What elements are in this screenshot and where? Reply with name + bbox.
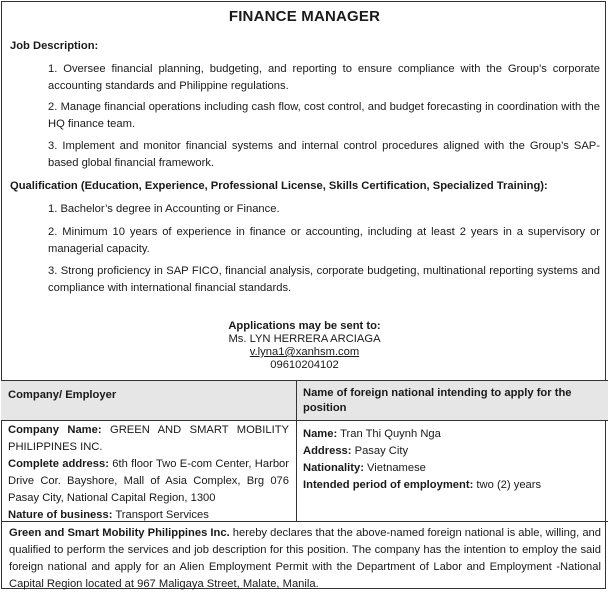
foreign-name-label: Name: [303,428,338,440]
job-description-label: Job Description: [10,40,99,52]
declaration-company-name: Green and Smart Mobility Philippines Inc. [9,527,230,539]
declaration-paragraph [9,525,601,593]
employment-period-label: Intended period of employment: [303,479,474,491]
table-header-divider [1,420,608,421]
foreign-address-value: Pasay City [354,445,409,457]
applications-heading: Applications may be sent to: [228,320,381,332]
foreign-national-column-header: Name of foreign national intending to apply for the position [303,387,572,414]
foreign-name-value: Tran Thi Quynh Nga [340,428,441,440]
business-nature-value: Transport Services [115,509,209,521]
contact-name: Ms. LYN HERRERA ARCIAGA [228,333,381,345]
table-column-divider [296,380,297,521]
company-name-value: GREEN AND SMART MOBILITY PHILIPPINES INC. [8,424,290,453]
company-details [8,422,289,524]
job-description-item-1: 1. Oversee financial planning, budgeting, and reporting to ensure compliance with the Group’s corporate accounting standards and Philippine regulations. [48,63,600,92]
business-nature-label: Nature of business: [8,509,113,521]
page-title: FINANCE MANAGER [228,8,381,25]
company-name-label: Company Name: [8,424,102,436]
employer-column-header: Company/ Employer [8,389,117,401]
contact-email-link[interactable]: v.lyna1@xanhsm.com [249,346,360,358]
company-address-label: Complete address: [8,458,109,470]
nationality-label: Nationality: [303,462,364,474]
contact-phone: 09610204102 [270,359,339,371]
qualification-label: Qualification (Education, Experience, Professional License, Skills Certification, Specialized Training): [10,180,548,192]
company-address-value: 6th floor Two E-com Center, Harbor Drive Cor. Bayshore, Mall of Asia Complex, Brg 076 Pasay City, National Capital Region, 1300 [8,458,289,504]
employer-table [1,380,608,589]
employment-period-value: two (2) years [476,479,542,491]
foreign-national-details [303,426,601,494]
qualification-item-1: 1. Bachelor’s degree in Accounting or Finance. [48,203,280,215]
declaration-text: hereby declares that the above-named foreign national is able, willing, and qualified to perform the services and job description for this position. The company has the intention to employ the said foreign national and apply for an Alien Employment Permit with the Department of Labor and Employment -National Capital Region located at 967 Maligaya Street, Malate, Manila. [9,527,601,590]
job-description-item-3: 3. Implement and monitor financial systems and internal control procedures aligned with the Group’s SAP-based global financial framework. [48,140,600,169]
qualification-item-3: 3. Strong proficiency in SAP FICO, financial analysis, corporate budgeting, multinational reporting systems and compliance with international financial standards. [48,265,600,294]
nationality-value: Vietnamese [367,462,426,474]
table-top-border [1,380,608,381]
job-description-item-2: 2. Manage financial operations including cash flow, cost control, and budget forecasting in coordination with the HQ finance team. [48,101,600,130]
applications-block [0,320,609,372]
foreign-address-label: Address: [303,445,352,457]
qualification-item-2: 2. Minimum 10 years of experience in finance or accounting, including at least 2 years in a supervisory or managerial capacity. [48,226,600,255]
